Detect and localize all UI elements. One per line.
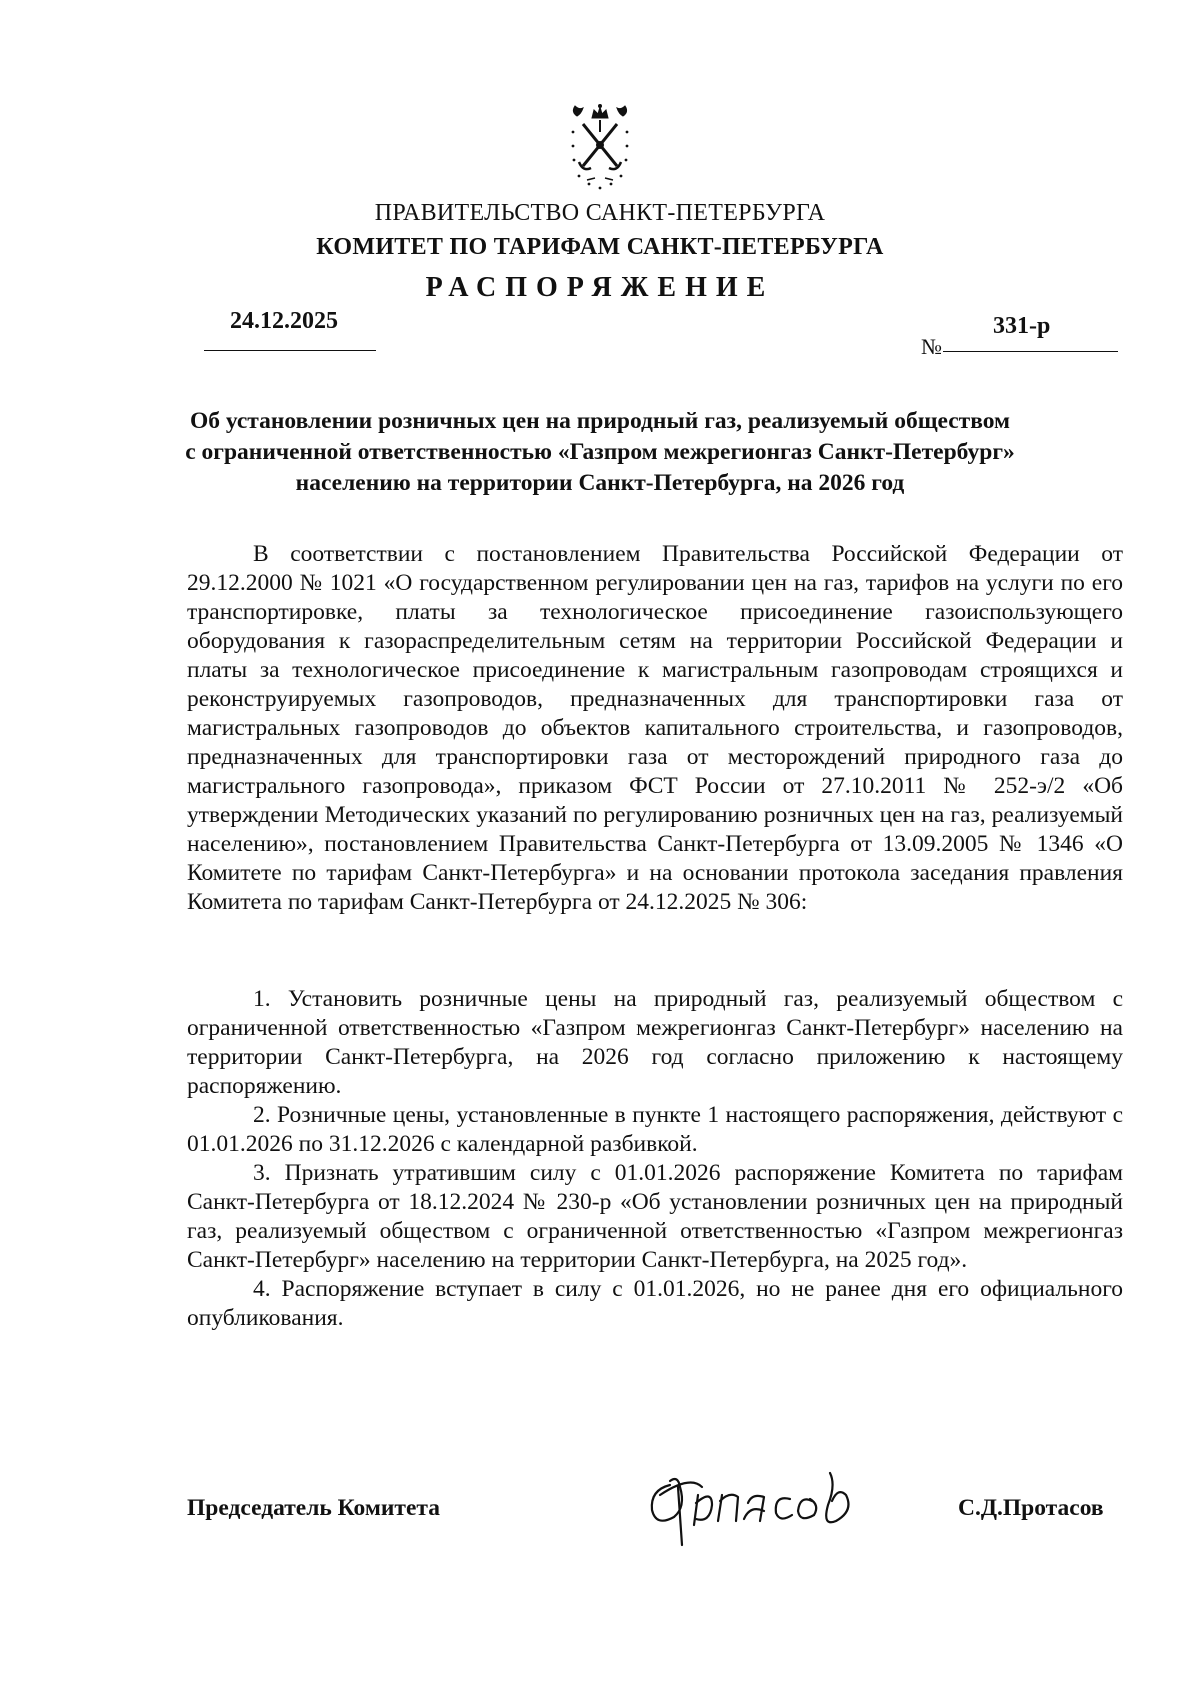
signer-name: С.Д.Протасов: [958, 1495, 1104, 1521]
number-sign: №: [921, 334, 942, 359]
title-line: населению на территории Санкт-Петербурга, на 2026 год: [295, 470, 905, 496]
handwritten-signature-icon: [640, 1465, 880, 1555]
document-date: 24.12.2025: [230, 308, 338, 334]
resolution-item: 1. Установить розничные цены на природный газ, реализуемый обществом с ограниченной ответственностью «Газпром межрегионгаз Санкт-Петербург» населению на территории Санкт-Петербурга, на 2026 год согласно приложению к настоящему распоряжению.: [187, 986, 1123, 1099]
government-name: ПРАВИТЕЛЬСТВО САНКТ-ПЕТЕРБУРГА: [374, 200, 826, 226]
resolution-item: 4. Распоряжение вступает в силу с 01.01.2026, но не ранее дня его официального опубликования.: [187, 1276, 1123, 1331]
number-underline: [943, 351, 1118, 352]
committee-name: КОМИТЕТ ПО ТАРИФАМ САНКТ-ПЕТЕРБУРГА: [316, 234, 884, 260]
document-title: [160, 406, 1040, 499]
document-number: 331-р: [993, 313, 1051, 339]
resolution-item: 3. Признать утратившим силу с 01.01.2026 распоряжение Комитета по тарифам Санкт-Петербурга от 18.12.2024 № 230-р «Об установлении розничных цен на природный газ, реализуемый обществом с ограниченной ответственностью «Газпром межрегионгаз Санкт-Петербург» населению на территории Санкт-Петербурга, на 2025 год».: [187, 1160, 1123, 1273]
resolution-item: 2. Розничные цены, установленные в пункте 1 настоящего распоряжения, действуют с 01.01.2026 по 31.12.2026 с календарной разбивкой.: [187, 1102, 1123, 1157]
signer-position: Председатель Комитета: [187, 1495, 440, 1521]
title-line: с ограниченной ответственностью «Газпром межрегионгаз Санкт-Петербург»: [185, 439, 1015, 465]
title-line: Об установлении розничных цен на природный газ, реализуемый обществом: [189, 408, 1011, 434]
resolution-items: [187, 985, 1123, 1333]
preamble-paragraph: В соответствии с постановлением Правительства Российской Федерации от 29.12.2000 № 1021 «О государственном регулировании цен на газ, тарифов на услуги по его транспортировке, платы за технологическое присоединение газоиспользующего оборудования к газораспределительным сетям на территории Российской Федерации и платы за технологическое присоединение к магистральным газопроводам строящихся и реконструируемых газопроводов, предназначенных для транспортировки газа от магистральных газопроводов до объектов капитального строительства, и газопроводов, предназначенных для транспортировки газа от месторождений природного газа до магистрального газопровода», приказом ФСТ России от 27.10.2011 № 252-э/2 «Об утверждении Методических указаний по регулированию розничных цен на газ, реализуемый населению», постановлением Правительства Санкт-Петербурга от 13.09.2005 № 1346 «О Комитете по тарифам Санкт-Петербурга» и на основании протокола заседания правления Комитета по тарифам Санкт-Петербурга от 24.12.2025 № 306:: [187, 541, 1123, 915]
document-type: РАСПОРЯЖЕНИЕ: [425, 272, 775, 303]
date-underline: [204, 350, 376, 351]
coat-of-arms-icon: [565, 102, 635, 202]
